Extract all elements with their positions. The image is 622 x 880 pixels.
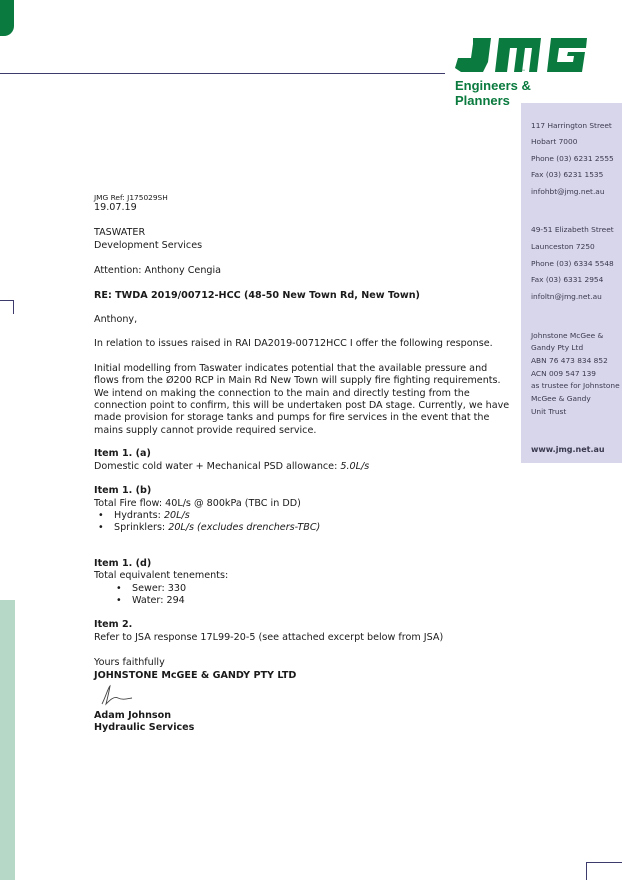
legal-abn: ABN 76 473 834 852 [531, 356, 608, 365]
launceston-email[interactable]: infoltn@jmg.net.au [531, 292, 602, 301]
legal-line-1: Johnstone McGee & [531, 331, 604, 340]
item-1a-label: Domestic cold water + Mechanical PSD allowance: [94, 460, 341, 472]
company-tagline: Engineers & Planners [455, 78, 531, 108]
website-link[interactable]: www.jmg.net.au [531, 445, 605, 454]
launceston-city: Launceston 7250 [531, 242, 595, 251]
signatory-title: Hydraulic Services [94, 722, 195, 734]
fold-mark [0, 300, 14, 314]
legal-line-5: as trustee for Johnstone [531, 381, 620, 390]
launceston-address: 49-51 Elizabeth Street [531, 225, 614, 234]
list-item [94, 510, 514, 522]
legal-line-7: Unit Trust [531, 407, 567, 416]
attention-line: Attention: Anthony Cengia [94, 265, 222, 277]
item-1d-list [94, 583, 514, 608]
corner-tab-decoration [0, 0, 14, 36]
item-1d-heading: Item 1. (d) [94, 557, 152, 569]
signature-image [94, 682, 134, 708]
legal-line-2: Gandy Pty Ltd [531, 343, 584, 352]
logo-text: JMG [521, 70, 525, 72]
item-2-text: Refer to JSA response 17L99-20-5 (see attached excerpt below from JSA) [94, 631, 444, 643]
subject-line: RE: TWDA 2019/00712-HCC (48-50 New Town Rd, New Town) [94, 289, 420, 301]
hydrants-label: Hydrants: [114, 509, 164, 521]
hobart-address: 117 Harrington Street [531, 121, 612, 130]
launceston-phone: Phone (03) 6334 5548 [531, 259, 614, 268]
item-1b-list [94, 510, 514, 535]
legal-acn: ACN 009 547 139 [531, 369, 596, 378]
left-margin-bar [0, 600, 15, 880]
contact-sidebar [521, 103, 622, 463]
sprinklers-label: Sprinklers: [114, 522, 169, 534]
item-1a-value: 5.0L/s [340, 460, 370, 472]
hobart-city: Hobart 7000 [531, 137, 578, 146]
sprinklers-value: 20L/s (excludes drenchers-TBC) [168, 522, 321, 534]
paragraph-line: made provision for storage tanks and pumps for fire services in the event that the [94, 412, 490, 424]
hobart-email[interactable]: infohbt@jmg.net.au [531, 187, 605, 196]
corner-mark [586, 862, 622, 880]
paragraph-intro: In relation to issues raised in RAI DA2019-00712HCC I offer the following response. [94, 338, 493, 350]
paragraph-line: flows from the Ø200 RCP in Main Rd New Town will supply fire fighting requirements. [94, 375, 501, 387]
paragraph-line: mains supply cannot provide required service. [94, 424, 317, 436]
paragraph-line: We intend on making the connection to the main and directly testing from the [94, 387, 470, 399]
company-signoff: JOHNSTONE McGEE & GANDY PTY LTD [94, 669, 297, 681]
item-1a-text [94, 461, 514, 473]
legal-line-6: McGee & Gandy [531, 394, 591, 403]
item-1d-text: Total equivalent tenements: [94, 570, 229, 582]
jmg-logo [455, 38, 587, 76]
recipient-dept: Development Services [94, 239, 203, 251]
reference: JMG Ref: J175029SH [94, 193, 168, 202]
item-1a-heading: Item 1. (a) [94, 448, 151, 460]
date: 19.07.19 [94, 202, 137, 213]
salutation: Anthony, [94, 314, 138, 326]
header-rule [0, 73, 445, 74]
item-2-heading: Item 2. [94, 619, 133, 631]
item-1b-text: Total Fire flow: 40L/s @ 800kPa (TBC in DD) [94, 497, 301, 509]
recipient-org: TASWATER [94, 227, 146, 239]
paragraph-line: connection point to confirm, this will be undertaken post DA stage. Currently, we have [94, 400, 510, 412]
letter-body [94, 193, 514, 735]
signatory-name: Adam Johnson [94, 709, 172, 721]
list-item: • Sewer: 330 [94, 583, 514, 595]
paragraph-modelling [94, 363, 514, 437]
hydrants-value: 20L/s [163, 509, 190, 521]
hobart-phone: Phone (03) 6231 2555 [531, 154, 614, 163]
closing: Yours faithfully [94, 657, 165, 669]
item-1b-heading: Item 1. (b) [94, 485, 152, 497]
list-item [94, 522, 514, 534]
paragraph-line: Initial modelling from Taswater indicates potential that the available pressure and [94, 362, 488, 374]
list-item: • Water: 294 [94, 595, 514, 607]
launceston-fax: Fax (03) 6331 2954 [531, 275, 604, 284]
hobart-fax: Fax (03) 6231 1535 [531, 170, 604, 179]
